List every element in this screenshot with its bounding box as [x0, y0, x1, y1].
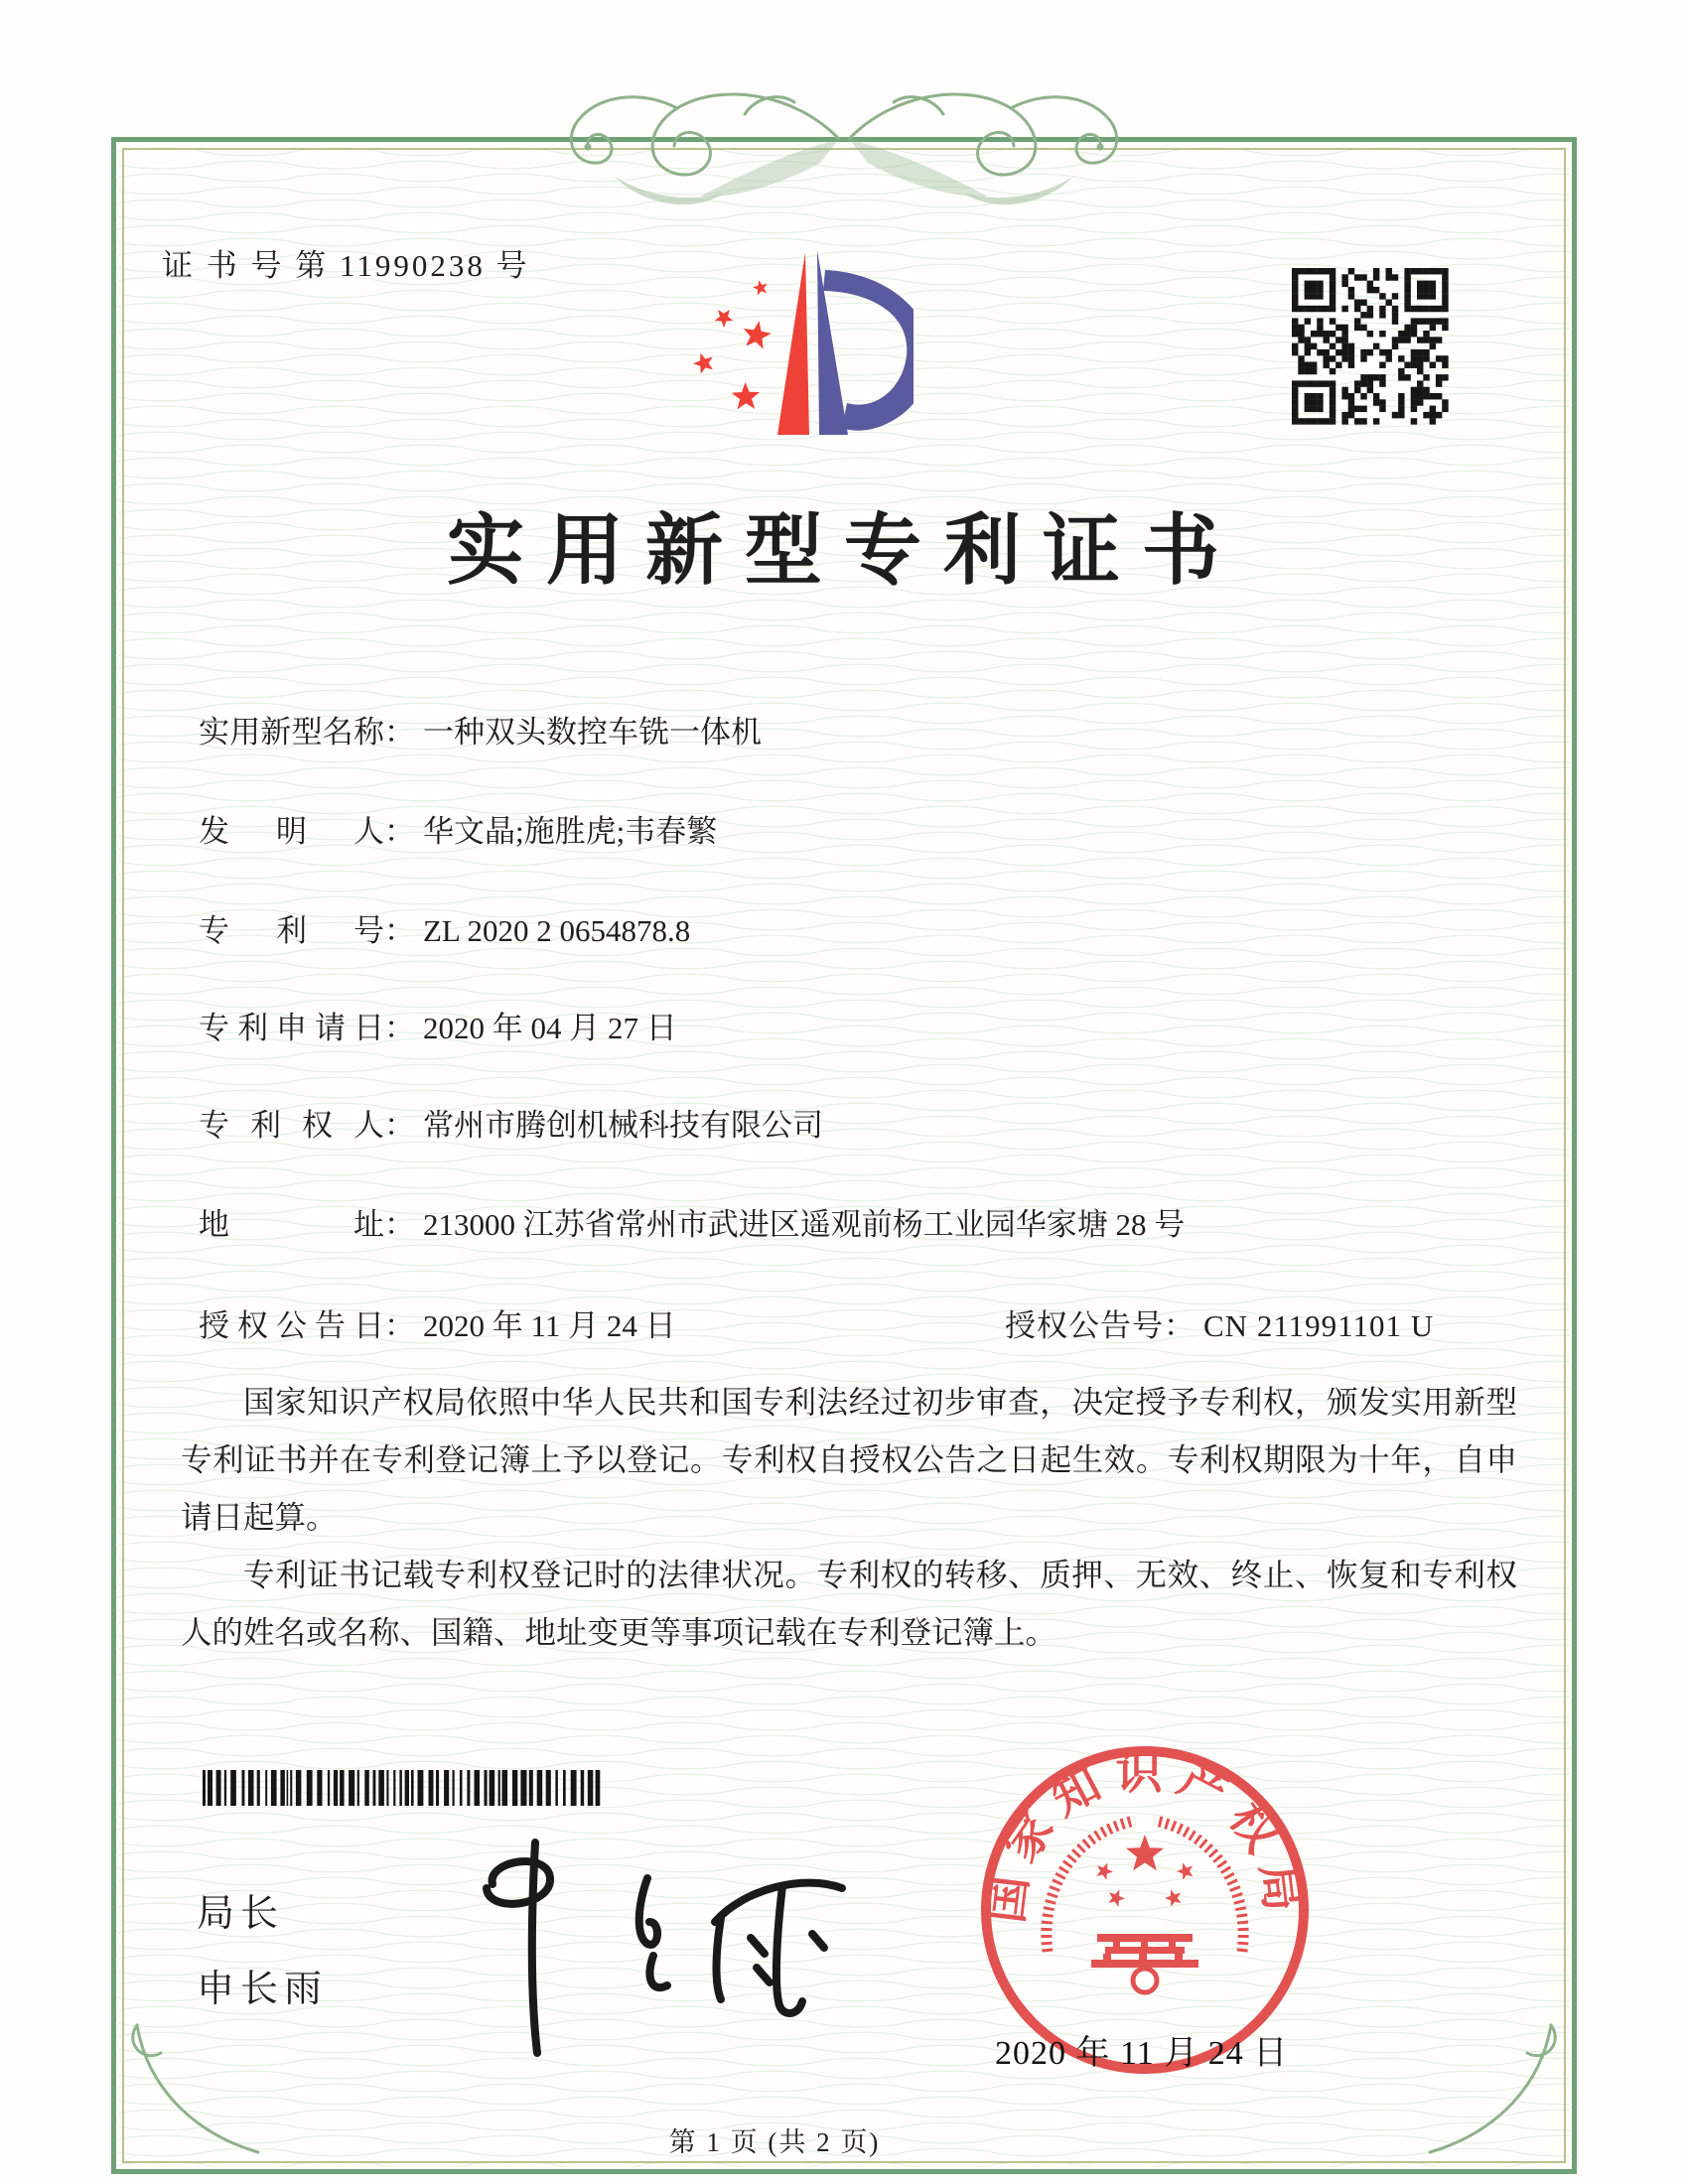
field-colon: ：	[384, 1108, 415, 1143]
field-label: 专利申请日	[199, 1011, 384, 1045]
field-colon: ：	[384, 814, 415, 849]
field-inventors	[199, 806, 717, 851]
field-colon: ：	[384, 1308, 415, 1343]
field-value: 常州市腾创机械科技有限公司	[423, 1108, 823, 1143]
field-value: CN 211991101 U	[1203, 1308, 1435, 1343]
field-label: 发明人	[199, 814, 384, 849]
field-value: 2020 年 04 月 27 日	[423, 1011, 677, 1045]
field-grant-row	[199, 1300, 1519, 1345]
signer-name: 申长雨	[197, 1969, 329, 2010]
field-colon: ：	[384, 1207, 415, 1242]
seal-emblem-gate	[1091, 1934, 1198, 1968]
seal-date: 2020 年 11 月 24 日	[995, 2035, 1289, 2072]
field-label: 专利号	[199, 913, 384, 948]
field-value: ZL 2020 2 0654878.8	[423, 913, 691, 948]
flourish-left	[571, 94, 839, 205]
cnipa-logo-icon	[678, 218, 914, 478]
page-footer: 第 1 页 (共 2 页)	[668, 2127, 881, 2157]
barcode	[203, 1770, 610, 1806]
field-label: 授权公告日	[199, 1308, 384, 1343]
field-colon: ：	[384, 1011, 415, 1045]
field-label: 地址	[199, 1207, 384, 1242]
certificate-number: 证 书 号 第 11990238 号	[162, 248, 530, 283]
top-flourish-ornament	[496, 55, 1192, 223]
field-colon: ：	[384, 715, 415, 750]
legal-paragraph-1: 国家知识产权局依照中华人民共和国专利法经过初步审查，决定授予专利权，颁发实用新型专利证书并在专利登记簿上予以登记。专利权自授权公告之日起生效。专利权期限为十年，自申请日起算。	[181, 1385, 1517, 1535]
legal-paragraph-2: 专利证书记载专利权登记时的法律状况。专利权的转移、质押、无效、终止、恢复和专利权人的姓名或名称、国籍、地址变更等事项记载在专利登记簿上。	[181, 1558, 1517, 1650]
logo-stars	[693, 280, 772, 409]
bottom-left-flourish	[119, 2013, 268, 2162]
field-colon: ：	[1164, 1308, 1196, 1343]
bottom-right-flourish	[1420, 2013, 1569, 2162]
field-colon: ：	[384, 913, 415, 948]
field-label: 授权公告号	[1005, 1308, 1164, 1343]
field-application-date	[199, 1003, 677, 1047]
seal-ring-label: 国家知识产权局	[978, 1745, 1312, 1926]
handwritten-signature	[417, 1827, 874, 2075]
field-value: 213000 江苏省常州市武进区遥观前杨工业园华家塘 28 号	[423, 1207, 1186, 1242]
field-utility-model-name	[199, 707, 762, 751]
logo-red-wedge	[777, 252, 809, 435]
certificate-title: 实用新型专利证书	[446, 507, 1241, 594]
field-value: 华文晶;施胜虎;韦春繁	[423, 814, 718, 849]
field-patent-number	[199, 905, 690, 950]
signer-title: 局长	[197, 1893, 285, 1935]
flourish-right	[849, 94, 1117, 205]
qr-code	[1290, 266, 1452, 428]
field-address	[199, 1199, 1185, 1244]
field-label: 实用新型名称	[199, 715, 384, 750]
seal-national-emblem	[1047, 1821, 1243, 1992]
legal-paragraphs	[181, 1374, 1517, 1662]
field-label: 专利权人	[199, 1108, 384, 1143]
field-patentee	[199, 1100, 823, 1145]
seal-emblem-stars	[1096, 1835, 1193, 1907]
field-value: 2020 年 11 月 24 日	[423, 1308, 676, 1343]
field-grant-number	[1005, 1300, 1434, 1345]
field-value: 一种双头数控车铣一体机	[423, 715, 762, 750]
